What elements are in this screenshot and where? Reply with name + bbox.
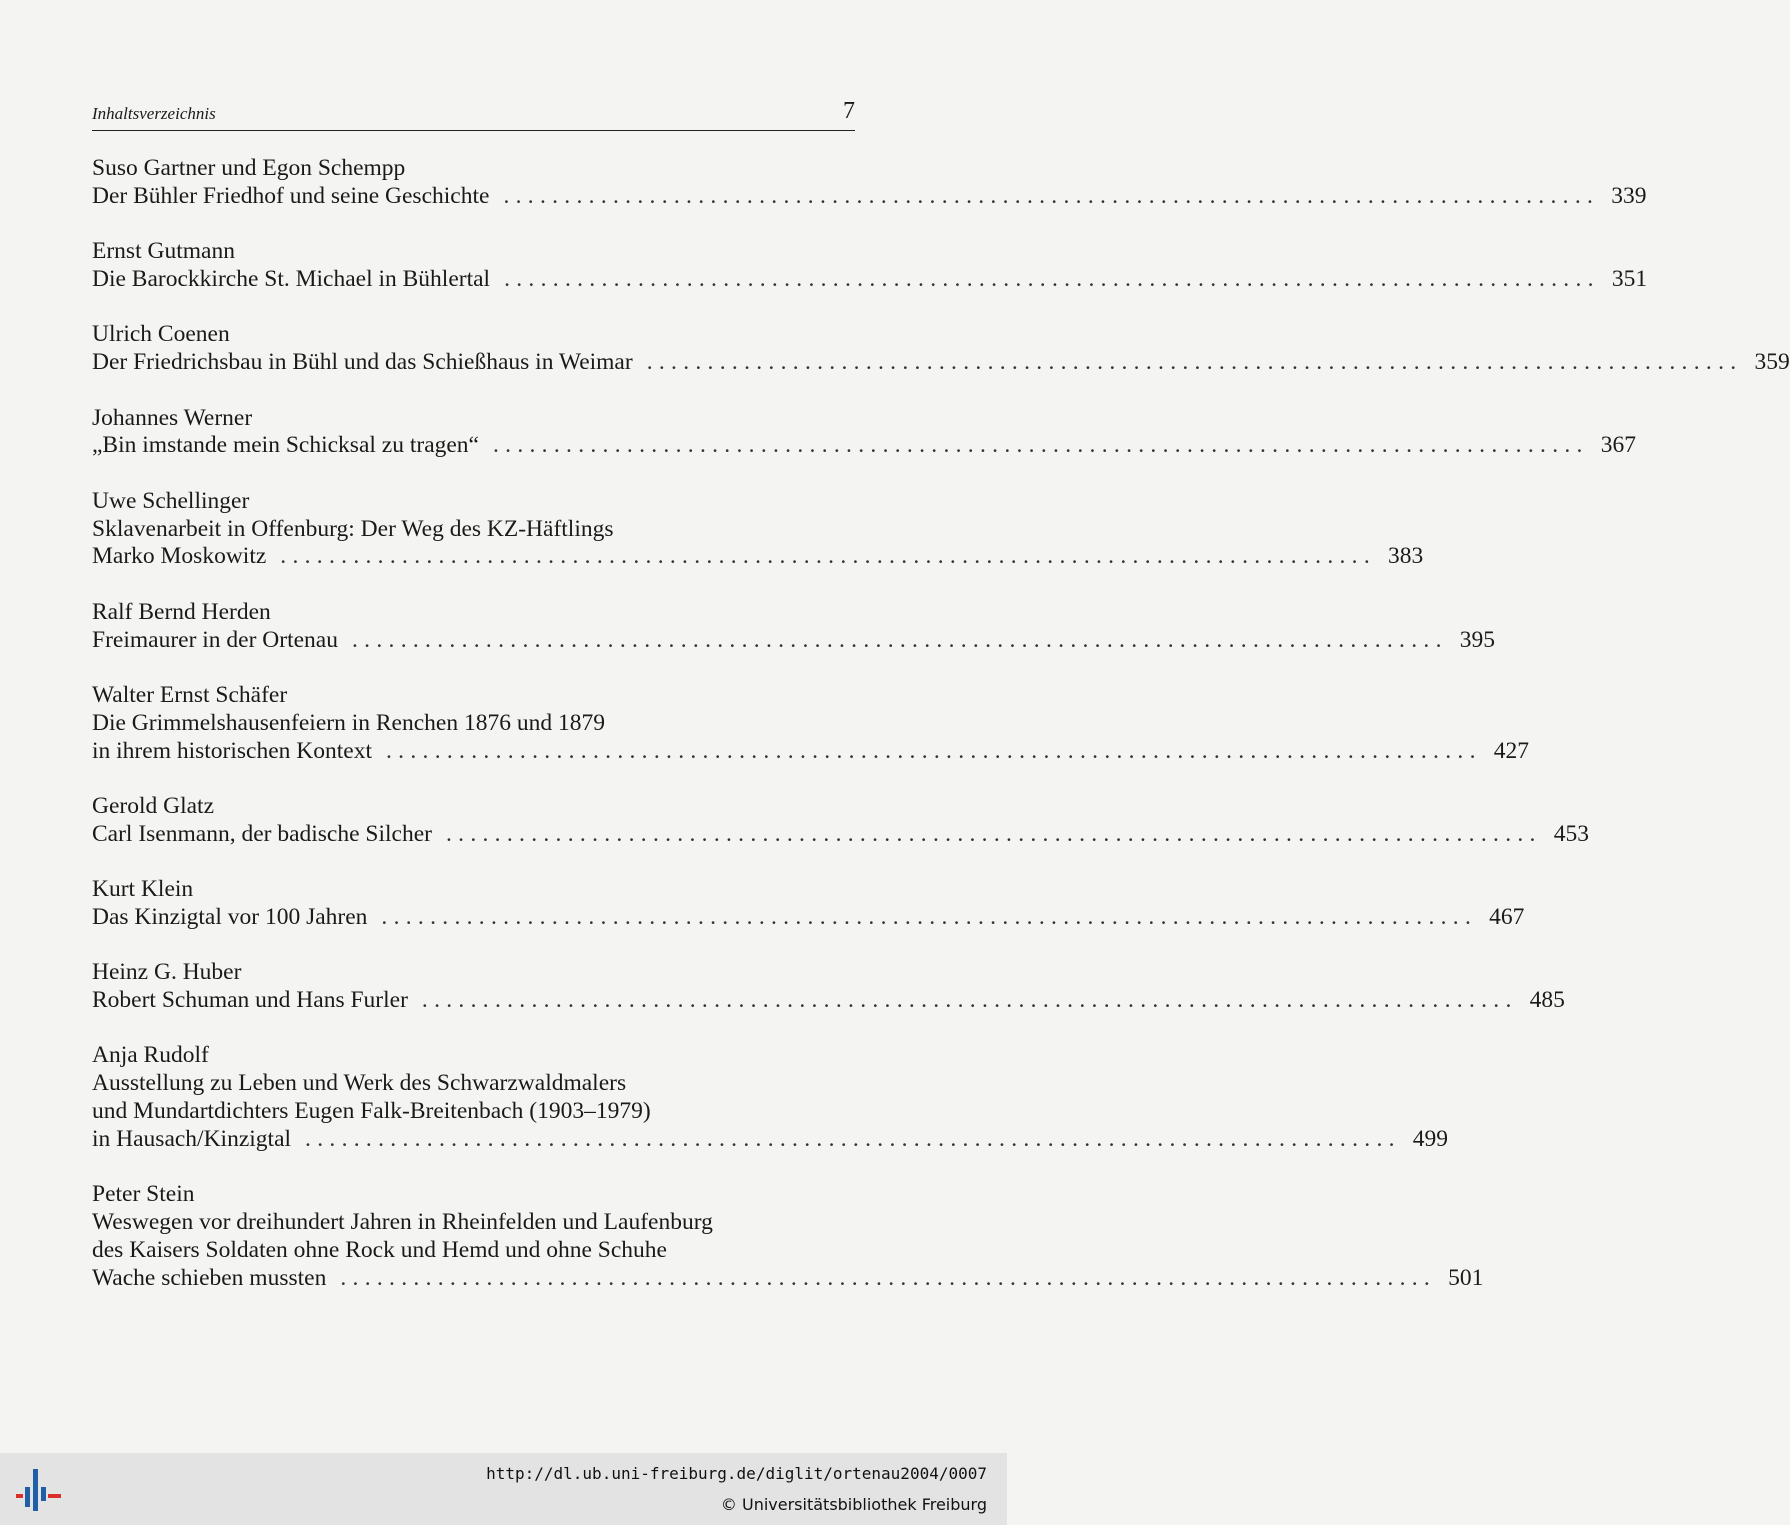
page-number: 7 (843, 98, 855, 124)
entry-page-number: 485 (1529, 987, 1565, 1014)
dot-leader: .......................................................................................... (280, 543, 1377, 570)
toc-entry (92, 155, 1647, 211)
entry-title-text: Der Bühler Friedhof und seine Geschichte (92, 182, 490, 209)
entry-title-text: Carl Isenmann, der badische Silcher (92, 820, 432, 847)
running-head-title: Inhaltsverzeichnis (92, 104, 216, 123)
entry-page-number: 427 (1493, 737, 1529, 764)
entry-title-line (92, 820, 1589, 849)
entry-title-line: Die Grimmelshausenfeiern in Renchen 1876 und 1879 (92, 709, 605, 736)
entry-title-text: in ihrem historischen Kontext (92, 737, 372, 764)
dot-leader: .......................................................................................... (504, 265, 1600, 292)
entry-page-number: 467 (1489, 903, 1525, 930)
entry-author: Anja Rudolf (92, 1042, 209, 1069)
entry-author: Ulrich Coenen (92, 321, 230, 348)
entry-title-line: Weswegen vor dreihundert Jahren in Rheinfelden und Laufenburg (92, 1209, 713, 1236)
entry-author: Suso Gartner und Egon Schempp (92, 155, 406, 181)
entry-title-line (92, 182, 1647, 211)
toc-list (92, 155, 1790, 1320)
dot-leader: .......................................................................................... (352, 626, 1448, 653)
toc-entry (92, 876, 1525, 932)
entry-title-text: Marko Moskowitz (92, 543, 267, 570)
entry-title-line: Sklavenarbeit in Offenburg: Der Weg des KZ-Häftlings (92, 515, 614, 542)
dot-leader: .......................................................................................... (340, 1264, 1437, 1291)
entry-title-text: Wache schieben mussten (92, 1264, 327, 1291)
dot-leader: .......................................................................................... (381, 903, 1478, 930)
dot-leader: .......................................................................................... (421, 987, 1518, 1014)
entry-page-number: 499 (1412, 1125, 1449, 1152)
toc-entry (92, 1181, 1484, 1292)
toc-entry (92, 321, 1790, 377)
entry-author: Heinz G. Huber (92, 959, 242, 986)
toc-entry (92, 681, 1529, 765)
running-header (92, 100, 855, 131)
entry-page-number: 383 (1388, 543, 1424, 570)
entry-title-line: des Kaisers Soldaten ohne Rock und Hemd und ohne Schuhe (92, 1236, 667, 1263)
entry-author: Walter Ernst Schäfer (92, 681, 288, 708)
entry-title-text: Freimaurer in der Ortenau (92, 626, 338, 653)
library-logo-icon (14, 1465, 64, 1515)
entry-title-line (92, 987, 1565, 1015)
entry-title-text: Die Barockkirche St. Michael in Bühlertal (92, 265, 491, 292)
entry-page-number: 339 (1611, 182, 1647, 209)
entry-title-text: Das Kinzigtal vor 100 Jahren (92, 903, 368, 930)
toc-entry (92, 1042, 1449, 1153)
entry-title-line (92, 626, 1495, 655)
dot-leader: .......................................................................................... (305, 1125, 1401, 1152)
entry-title-text: Robert Schuman und Hans Furler (92, 987, 408, 1014)
entry-page-number: 453 (1553, 820, 1589, 847)
entry-title-line (92, 903, 1525, 932)
entry-title-line (92, 349, 1790, 377)
entry-page-number: 367 (1600, 432, 1636, 459)
source-url-link[interactable]: http://dl.ub.uni-freiburg.de/diglit/ortenau2004/0007 (486, 1464, 987, 1483)
dot-leader: .......................................................................................... (386, 737, 1482, 764)
entry-title-text: „Bin imstande mein Schicksal zu tragen“ (92, 432, 479, 459)
entry-page-number: 359 (1754, 349, 1790, 376)
dot-leader: .......................................................................................... (492, 432, 1589, 459)
entry-title-line (92, 1125, 1449, 1154)
entry-title-text: Der Friedrichsbau in Bühl und das Schießhaus in Weimar (92, 349, 633, 376)
entry-title-line (92, 265, 1648, 294)
toc-entry (92, 404, 1636, 461)
toc-entry (92, 238, 1648, 294)
entry-author: Kurt Klein (92, 876, 194, 903)
entry-author: Johannes Werner (92, 404, 253, 431)
entry-title-text: in Hausach/Kinzigtal (92, 1125, 292, 1152)
entry-author: Ernst Gutmann (92, 238, 235, 265)
entry-page-number: 501 (1448, 1264, 1484, 1291)
copyright-notice: © Universitätsbibliothek Freiburg (720, 1495, 987, 1514)
entry-author: Uwe Schellinger (92, 487, 250, 514)
entry-title-line (92, 543, 1424, 571)
footer-bar (0, 1453, 1007, 1525)
toc-entry (92, 487, 1424, 571)
entry-title-line (92, 737, 1529, 766)
entry-page-number: 395 (1459, 626, 1495, 653)
entry-title-line (92, 432, 1636, 460)
entry-author: Peter Stein (92, 1181, 195, 1208)
entry-author: Gerold Glatz (92, 792, 215, 819)
toc-entry (92, 598, 1495, 655)
toc-entry (92, 959, 1565, 1015)
entry-title-line: und Mundartdichters Eugen Falk-Breitenbach (1903–1979) (92, 1098, 651, 1125)
toc-entry (92, 792, 1589, 849)
entry-page-number: 351 (1611, 265, 1648, 292)
entry-title-line: Ausstellung zu Leben und Werk des Schwarzwaldmalers (92, 1070, 627, 1097)
entry-title-line (92, 1264, 1484, 1293)
dot-leader: .......................................................................................... (646, 349, 1743, 376)
dot-leader: .......................................................................................... (445, 820, 1542, 847)
entry-author: Ralf Bernd Herden (92, 598, 271, 625)
dot-leader: .......................................................................................... (503, 182, 1600, 209)
